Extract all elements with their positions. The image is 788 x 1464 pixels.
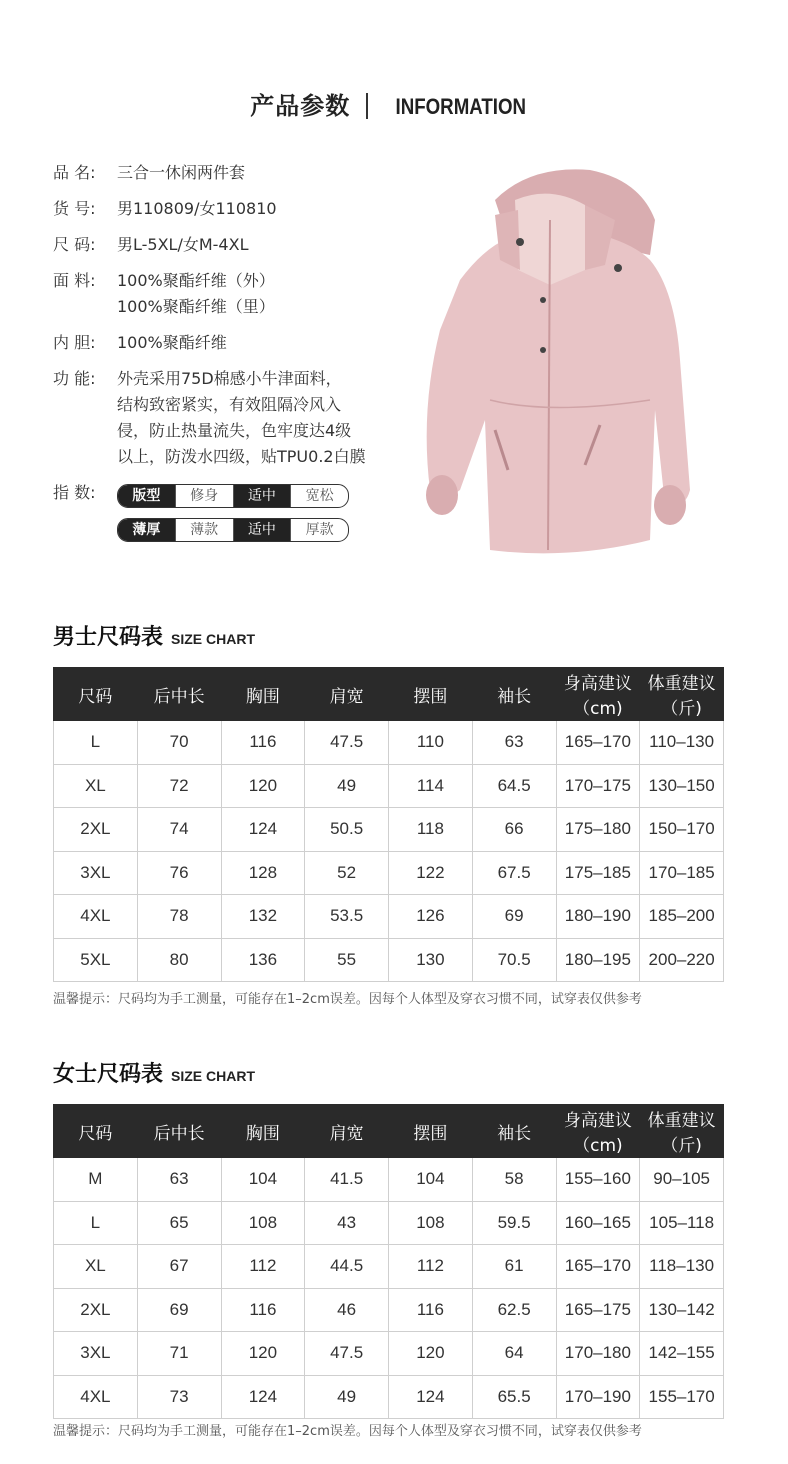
table-cell: 49 (305, 764, 389, 808)
table-header-cell: 胸围 (221, 668, 305, 721)
index-bar-option: 厚款 (290, 519, 348, 541)
table-cell: L (54, 721, 138, 765)
param-value-line: 100%聚酯纤维（里） (117, 297, 275, 316)
param-value (117, 196, 393, 222)
men-table-header-row (54, 668, 724, 721)
jacket-image (400, 160, 690, 560)
table-cell: 155–160 (556, 1158, 640, 1202)
table-cell: 180–195 (556, 938, 640, 982)
param-value (117, 330, 393, 356)
table-cell: 67 (137, 1245, 221, 1289)
table-cell: 3XL (54, 1332, 138, 1376)
table-cell: 3XL (54, 851, 138, 895)
men-table-body (54, 721, 724, 982)
table-cell: 165–170 (556, 1245, 640, 1289)
table-cell: 150–170 (640, 808, 724, 852)
param-value-line: 100%聚酯纤维（外） (117, 271, 275, 290)
table-header-cell: 袖长 (472, 1105, 556, 1158)
table-cell: 49 (305, 1375, 389, 1419)
table-cell: 114 (389, 764, 473, 808)
jacket-snap (540, 297, 546, 303)
table-cell: 47.5 (305, 1332, 389, 1376)
women-table-header-row (54, 1105, 724, 1158)
table-cell: 70.5 (472, 938, 556, 982)
women-chart-title-en: SIZE CHART (171, 1068, 256, 1084)
table-cell: 76 (137, 851, 221, 895)
table-header-cell: 胸围 (221, 1105, 305, 1158)
table-header-cell: 肩宽 (305, 1105, 389, 1158)
table-cell: 105–118 (640, 1201, 724, 1245)
table-cell: 116 (221, 721, 305, 765)
table-cell: 63 (472, 721, 556, 765)
table-cell: 108 (389, 1201, 473, 1245)
table-cell: 170–185 (640, 851, 724, 895)
table-header-cell: 体重建议（斤) (640, 1105, 724, 1158)
param-key: 面 料: (53, 271, 96, 290)
param-row (53, 196, 393, 222)
table-header-cell: 身高建议（cm) (556, 1105, 640, 1158)
table-cell: 124 (221, 1375, 305, 1419)
table-cell: XL (54, 1245, 138, 1289)
table-cell: 170–175 (556, 764, 640, 808)
param-value-line: 100%聚酯纤维 (117, 333, 227, 352)
index-bar-option: 适中 (233, 485, 291, 507)
table-cell: 2XL (54, 1288, 138, 1332)
param-value (117, 160, 393, 186)
table-cell: L (54, 1201, 138, 1245)
index-bar-label: 薄厚 (118, 519, 175, 541)
table-header-cell: 尺码 (54, 668, 138, 721)
table-cell: 122 (389, 851, 473, 895)
table-cell: 160–165 (556, 1201, 640, 1245)
table-cell: 126 (389, 895, 473, 939)
table-cell: 55 (305, 938, 389, 982)
table-cell: 185–200 (640, 895, 724, 939)
table-cell: 43 (305, 1201, 389, 1245)
table-header-cell: 袖长 (472, 668, 556, 721)
women-chart-title-cn: 女士尺码表 (53, 1062, 164, 1087)
men-size-table (53, 667, 724, 982)
index-bar-option: 薄款 (175, 519, 233, 541)
table-cell: 142–155 (640, 1332, 724, 1376)
table-cell: 4XL (54, 1375, 138, 1419)
table-cell: 118–130 (640, 1245, 724, 1289)
table-row (54, 1158, 724, 1202)
param-row (53, 268, 393, 320)
table-cell: 108 (221, 1201, 305, 1245)
table-cell: 69 (137, 1288, 221, 1332)
table-cell: 136 (221, 938, 305, 982)
section-header (0, 86, 788, 121)
table-cell: 132 (221, 895, 305, 939)
param-row (53, 232, 393, 258)
table-cell: 128 (221, 851, 305, 895)
table-cell: 53.5 (305, 895, 389, 939)
table-header-cell: 体重建议（斤) (640, 668, 724, 721)
table-cell: 110 (389, 721, 473, 765)
index-bar (117, 484, 349, 508)
header-title-en: INFORMATION (395, 94, 527, 119)
table-cell: 170–190 (556, 1375, 640, 1419)
table-cell: 52 (305, 851, 389, 895)
table-cell: 5XL (54, 938, 138, 982)
table-header-cell: 摆围 (389, 668, 473, 721)
table-row (54, 1332, 724, 1376)
table-cell: 104 (221, 1158, 305, 1202)
table-row (54, 721, 724, 765)
table-cell: 44.5 (305, 1245, 389, 1289)
param-key: 品 名: (53, 163, 96, 182)
table-cell: 116 (221, 1288, 305, 1332)
param-value-line: 男110809/女110810 (117, 199, 277, 218)
table-row (54, 764, 724, 808)
table-cell: 165–175 (556, 1288, 640, 1332)
param-value (117, 268, 393, 320)
table-cell: 46 (305, 1288, 389, 1332)
table-cell: 72 (137, 764, 221, 808)
table-cell: M (54, 1158, 138, 1202)
table-row (54, 1375, 724, 1419)
table-cell: 67.5 (472, 851, 556, 895)
table-cell: 59.5 (472, 1201, 556, 1245)
table-cell: 71 (137, 1332, 221, 1376)
table-header-cell: 后中长 (137, 1105, 221, 1158)
header-divider (366, 93, 368, 119)
men-chart-title (53, 620, 255, 651)
table-row (54, 808, 724, 852)
women-chart-note: 温馨提示：尺码均为手工测量，可能存在1–2cm误差。因每个人体型及穿衣习惯不同，试穿表仅供参考 (53, 1424, 642, 1439)
table-cell: 4XL (54, 895, 138, 939)
table-cell: 120 (389, 1332, 473, 1376)
index-bar (117, 518, 349, 542)
param-value-line: 三合一休闲两件套 (117, 163, 246, 182)
table-cell: 120 (221, 1332, 305, 1376)
table-cell: 64 (472, 1332, 556, 1376)
table-cell: 104 (389, 1158, 473, 1202)
table-cell: 62.5 (472, 1288, 556, 1332)
table-cell: 61 (472, 1245, 556, 1289)
table-cell: 70 (137, 721, 221, 765)
param-list (53, 160, 393, 470)
table-cell: 180–190 (556, 895, 640, 939)
index-row (53, 480, 393, 542)
jacket-cuff (654, 485, 686, 525)
table-cell: 130–150 (640, 764, 724, 808)
jacket-snap (516, 238, 524, 246)
table-cell: 170–180 (556, 1332, 640, 1376)
table-cell: 47.5 (305, 721, 389, 765)
jacket-cuff (426, 475, 458, 515)
index-bar-label: 版型 (118, 485, 175, 507)
index-bar-option: 适中 (233, 519, 291, 541)
table-cell: 2XL (54, 808, 138, 852)
table-row (54, 851, 724, 895)
table-header-cell: 尺码 (54, 1105, 138, 1158)
table-cell: 90–105 (640, 1158, 724, 1202)
index-bar-option: 宽松 (290, 485, 348, 507)
param-value-line: 外壳采用75D棉感小牛津面料， (117, 369, 342, 388)
table-row (54, 938, 724, 982)
product-params (53, 160, 393, 542)
table-cell: XL (54, 764, 138, 808)
param-value (117, 232, 393, 258)
table-cell: 74 (137, 808, 221, 852)
table-cell: 124 (221, 808, 305, 852)
men-chart-note: 温馨提示：尺码均为手工测量，可能存在1–2cm误差。因每个人体型及穿衣习惯不同，试穿表仅供参考 (53, 992, 642, 1007)
table-row (54, 895, 724, 939)
table-cell: 112 (389, 1245, 473, 1289)
index-key: 指 数: (53, 483, 96, 502)
table-cell: 175–180 (556, 808, 640, 852)
param-row (53, 330, 393, 356)
table-cell: 110–130 (640, 721, 724, 765)
table-row (54, 1201, 724, 1245)
table-header-cell: 身高建议（cm) (556, 668, 640, 721)
jacket-snap (614, 264, 622, 272)
table-cell: 130–142 (640, 1288, 724, 1332)
param-value-line: 侵，防止热量流失，色牢度达4级 (117, 421, 352, 440)
table-cell: 80 (137, 938, 221, 982)
table-cell: 63 (137, 1158, 221, 1202)
men-chart-title-cn: 男士尺码表 (53, 625, 164, 650)
men-chart-title-en: SIZE CHART (171, 631, 256, 647)
table-cell: 69 (472, 895, 556, 939)
table-cell: 64.5 (472, 764, 556, 808)
param-value-line: 结构致密紧实，有效阻隔冷风入 (117, 395, 342, 414)
table-cell: 130 (389, 938, 473, 982)
table-row (54, 1288, 724, 1332)
table-cell: 118 (389, 808, 473, 852)
param-value (117, 366, 393, 470)
table-row (54, 1245, 724, 1289)
table-cell: 66 (472, 808, 556, 852)
table-cell: 50.5 (305, 808, 389, 852)
table-cell: 200–220 (640, 938, 724, 982)
index-bars (117, 484, 349, 542)
women-chart-title (53, 1057, 255, 1088)
table-cell: 41.5 (305, 1158, 389, 1202)
header-title-cn: 产品参数 (250, 92, 351, 120)
param-key: 尺 码: (53, 235, 96, 254)
table-cell: 65.5 (472, 1375, 556, 1419)
param-key: 内 胆: (53, 333, 96, 352)
table-cell: 65 (137, 1201, 221, 1245)
jacket-snap (540, 347, 546, 353)
women-size-table (53, 1104, 724, 1419)
param-row (53, 366, 393, 470)
table-cell: 175–185 (556, 851, 640, 895)
table-cell: 124 (389, 1375, 473, 1419)
table-cell: 58 (472, 1158, 556, 1202)
table-header-cell: 肩宽 (305, 668, 389, 721)
table-header-cell: 摆围 (389, 1105, 473, 1158)
table-cell: 155–170 (640, 1375, 724, 1419)
table-cell: 165–170 (556, 721, 640, 765)
table-cell: 112 (221, 1245, 305, 1289)
index-bar-option: 修身 (175, 485, 233, 507)
param-key: 货 号: (53, 199, 96, 218)
param-row (53, 160, 393, 186)
table-header-cell: 后中长 (137, 668, 221, 721)
param-key: 功 能: (53, 369, 96, 388)
women-table-body (54, 1158, 724, 1419)
table-cell: 78 (137, 895, 221, 939)
table-cell: 73 (137, 1375, 221, 1419)
param-value-line: 男L-5XL/女M-4XL (117, 235, 249, 254)
param-value-line: 以上，防泼水四级，贴TPU0.2白膜 (117, 447, 366, 466)
table-cell: 116 (389, 1288, 473, 1332)
table-cell: 120 (221, 764, 305, 808)
